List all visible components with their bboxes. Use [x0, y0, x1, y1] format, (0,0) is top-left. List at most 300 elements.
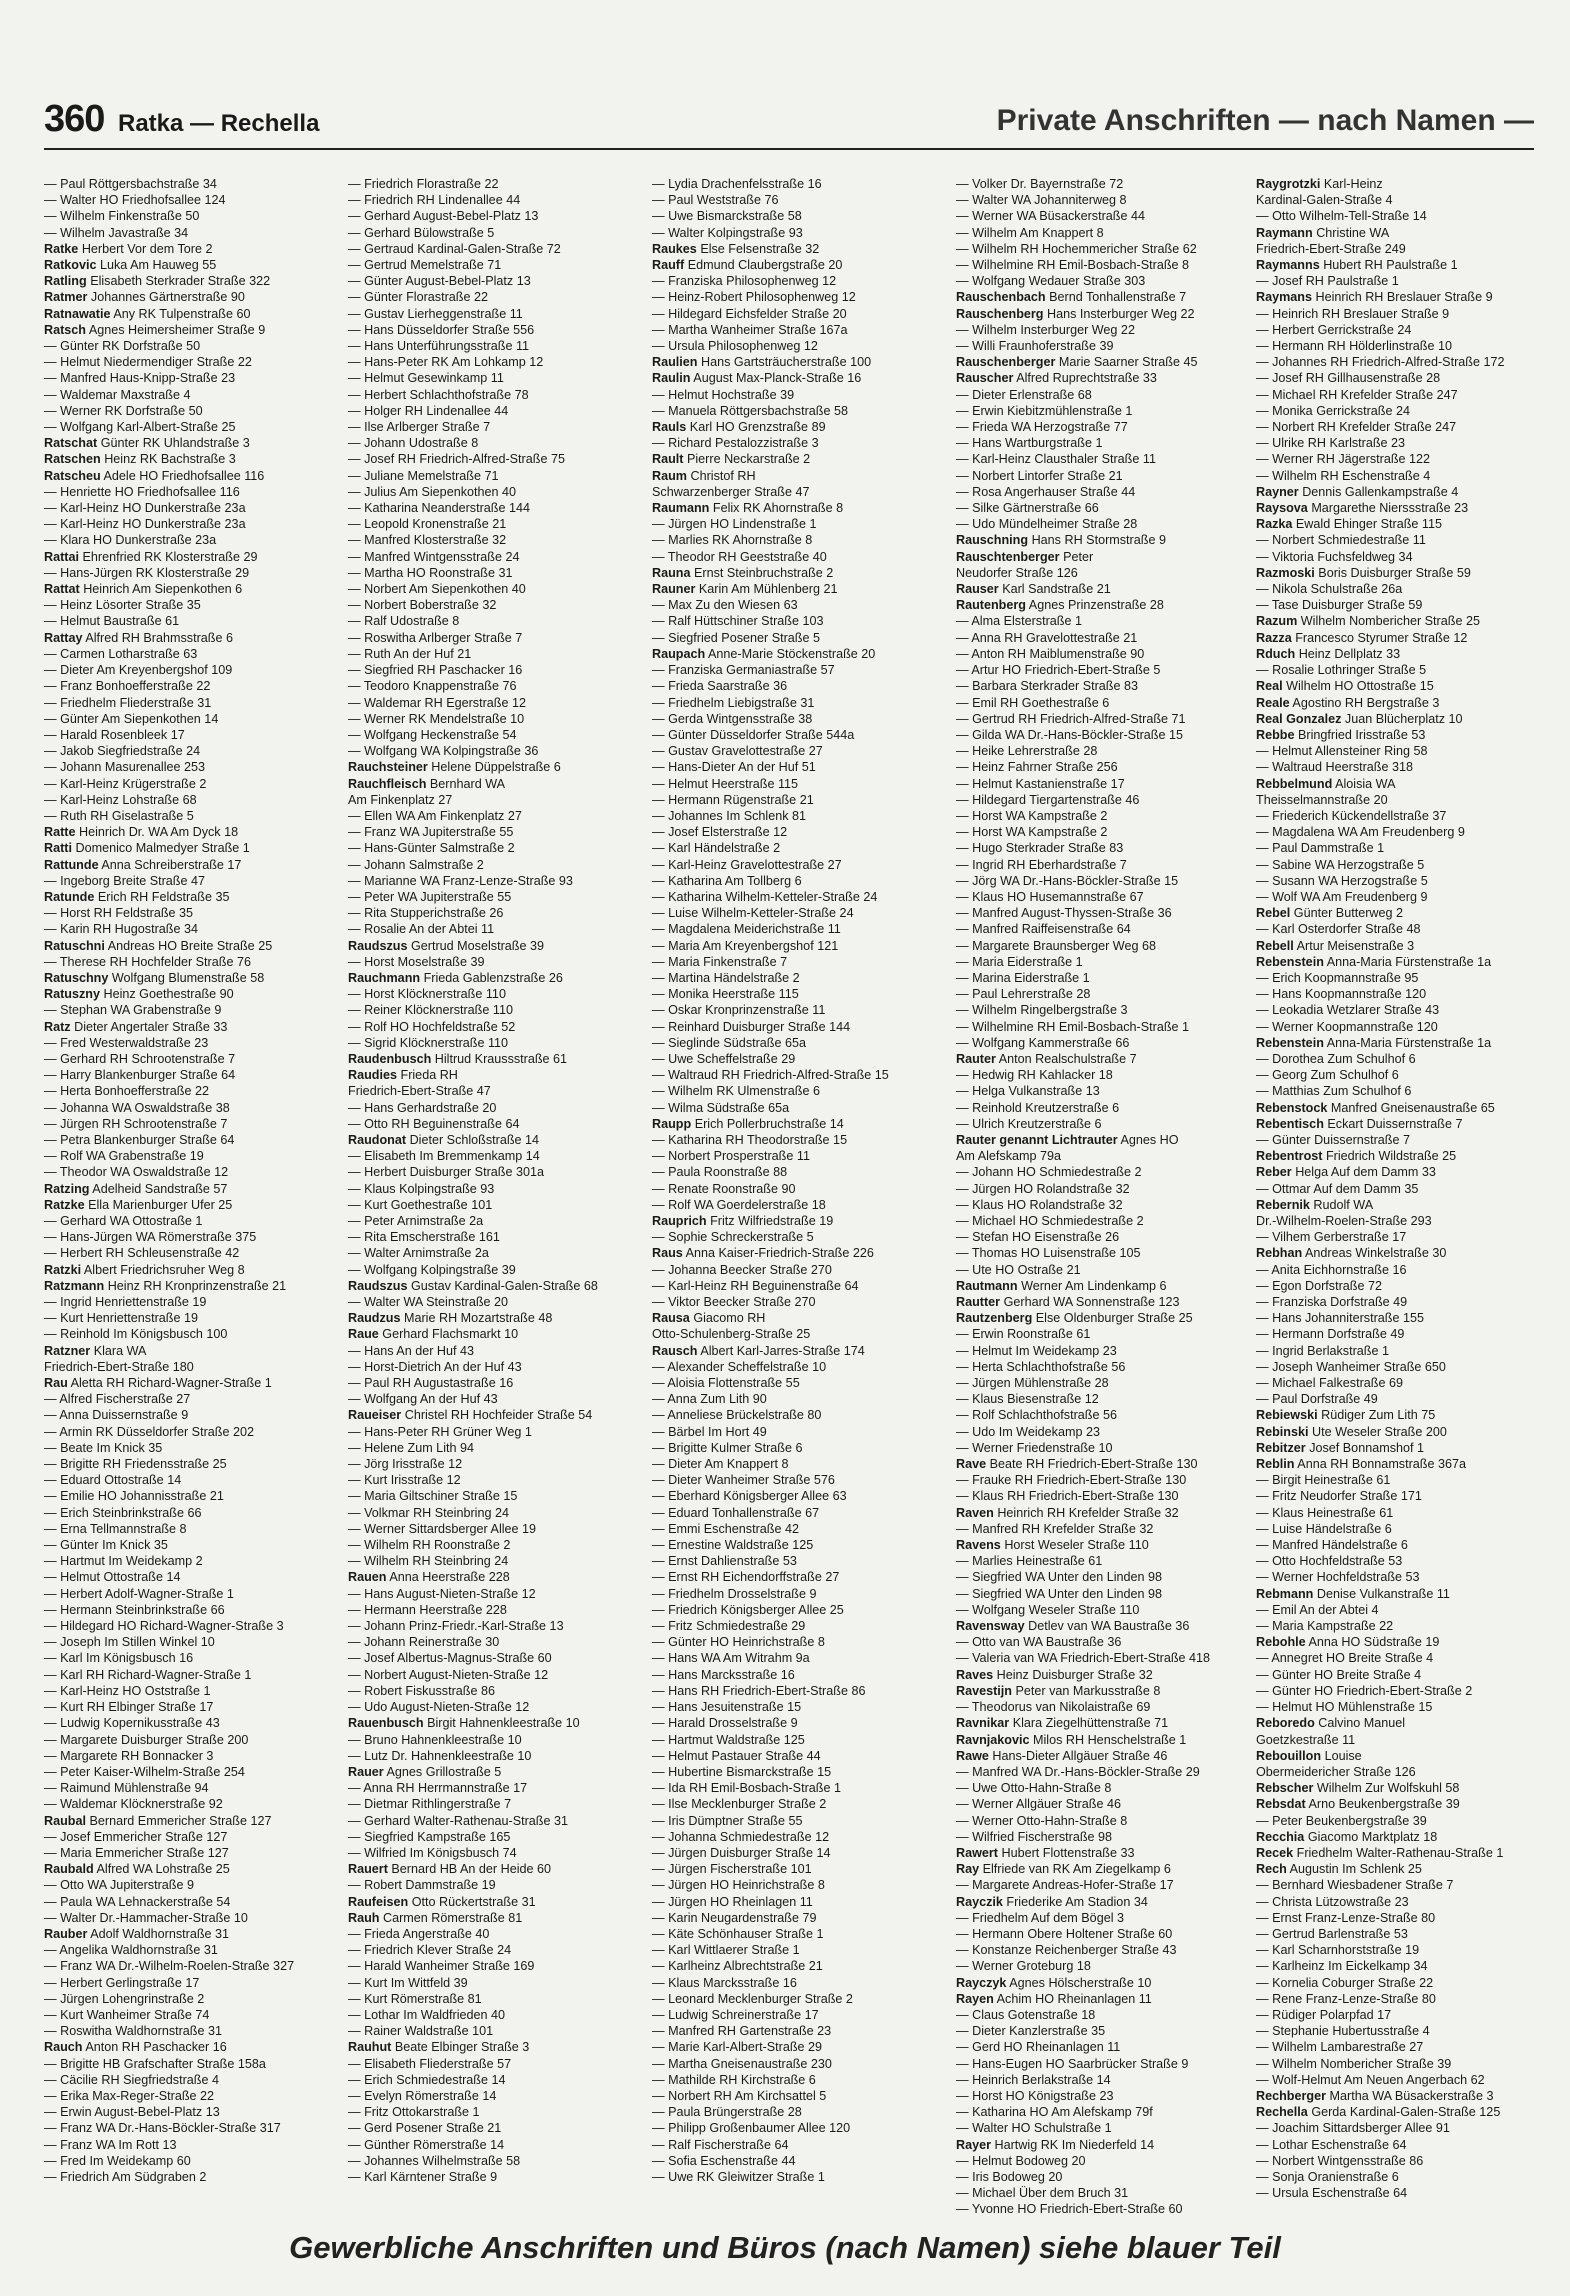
directory-entry	[1256, 1197, 1534, 1213]
entry-text: — Karl-Heinz Lohstraße 68	[44, 792, 197, 807]
entry-text: — Michael Über dem Bruch 31	[956, 2186, 1129, 2201]
directory-entry	[348, 1083, 640, 1099]
entry-text: — Erich Koopmannstraße 95	[1256, 970, 1419, 985]
directory-entry	[44, 1958, 336, 1974]
directory-entry	[348, 451, 640, 467]
entry-text: Otto-Schulenberg-Straße 25	[652, 1327, 811, 1342]
entry-text: — Jürgen HO Rolandstraße 32	[956, 1181, 1130, 1196]
directory-entry	[44, 776, 336, 792]
entry-text: — Norbert August-Nieten-Straße 12	[348, 1667, 549, 1682]
directory-entry	[348, 549, 640, 565]
directory-entry	[956, 938, 1248, 954]
entry-text: — Dieter Am Knappert 8	[652, 1457, 789, 1472]
directory-entry	[652, 1148, 944, 1164]
directory-entry	[956, 1813, 1248, 1829]
directory-entry	[44, 1472, 336, 1488]
entry-text: Helene Düppelstraße 6	[431, 760, 561, 775]
surname: Rayczyk	[956, 1975, 1007, 1990]
entry-text: Am Alefskamp 79a	[956, 1149, 1061, 1164]
directory-entry	[956, 1051, 1248, 1067]
entry-text: — Wilhelm Ringelbergstraße 3	[956, 1003, 1128, 1018]
directory-entry	[44, 743, 336, 759]
surname: Real Gonzalez	[1256, 711, 1342, 726]
directory-entry	[348, 273, 640, 289]
surname: Ratuschny	[44, 970, 109, 985]
directory-entry	[1256, 1894, 1534, 1910]
entry-text: — Kurt Henriettenstraße 19	[44, 1311, 198, 1326]
directory-entry	[956, 403, 1248, 419]
surname: Rauschtenberger	[956, 549, 1060, 564]
entry-text: — Maria Giltschiner Straße 15	[348, 1489, 518, 1504]
entry-text: — Vilhem Gerberstraße 17	[1256, 1230, 1407, 1245]
entry-text: — Thomas HO Luisenstraße 105	[956, 1246, 1141, 1261]
entry-text: — Friedrich Klever Straße 24	[348, 1943, 512, 1958]
entry-text: — Anna Zum Lith 90	[652, 1392, 767, 1407]
directory-entry	[956, 2088, 1248, 2104]
column-3	[652, 176, 944, 2186]
entry-text: — Otto RH Beguinenstraße 64	[348, 1116, 520, 1131]
directory-entry	[652, 1245, 944, 1261]
directory-entry	[1256, 1164, 1534, 1180]
directory-entry	[1256, 630, 1534, 646]
entry-text: — Manfred Raiffeisenstraße 64	[956, 922, 1131, 937]
entry-text: — Frieda Angerstraße 40	[348, 1926, 490, 1941]
directory-entry	[652, 1699, 944, 1715]
directory-entry	[1256, 1424, 1534, 1440]
directory-entry	[348, 1181, 640, 1197]
entry-text: Andreas Winkelstraße 30	[1305, 1246, 1447, 1261]
entry-text: — Kurt Wanheimer Straße 74	[44, 2007, 210, 2022]
directory-entry	[348, 792, 640, 808]
entry-text: — Horst RH Feldstraße 35	[44, 906, 194, 921]
entry-text: — Yvonne HO Friedrich-Ebert-Straße 60	[956, 2202, 1183, 2217]
directory-entry	[1256, 208, 1534, 224]
entry-text: — Jürgen RH Schrootenstraße 7	[44, 1116, 228, 1131]
entry-text: — Josef RH Friedrich-Alfred-Straße 75	[348, 452, 565, 467]
directory-entry	[348, 1100, 640, 1116]
entry-text: — Erna Tellmannstraße 8	[44, 1521, 187, 1536]
entry-text: August Max-Planck-Straße 16	[693, 371, 862, 386]
directory-entry	[652, 1650, 944, 1666]
directory-entry	[956, 1019, 1248, 1035]
entry-text: Agnes Heimersheimer Straße 9	[88, 322, 266, 337]
directory-entry	[1256, 1699, 1534, 1715]
directory-entry	[348, 1942, 640, 1958]
entry-text: — Ingrid Berlakstraße 1	[1256, 1343, 1389, 1358]
entry-text: — Ulrike RH Karlstraße 23	[1256, 436, 1406, 451]
entry-text: Anna-Maria Fürstenstraße 1a	[1326, 954, 1492, 969]
entry-text: — Martha HO Roonstraße 31	[348, 565, 513, 580]
directory-entry	[652, 1407, 944, 1423]
directory-entry	[44, 1019, 336, 1035]
directory-entry	[956, 1343, 1248, 1359]
directory-entry	[956, 1732, 1248, 1748]
entry-text: — Hermann RH Hölderlinstraße 10	[1256, 339, 1452, 354]
entry-text: Friedrich-Ebert-Straße 249	[1256, 241, 1406, 256]
directory-entry	[348, 1618, 640, 1634]
entry-text: — Paul Lehrerstraße 28	[956, 987, 1091, 1002]
directory-entry	[348, 613, 640, 629]
surname: Raudies	[348, 1068, 397, 1083]
directory-entry	[652, 2056, 944, 2072]
entry-text: — Rosa Angerhauser Straße 44	[956, 484, 1136, 499]
entry-text: Herbert Vor dem Tore 2	[81, 241, 213, 256]
directory-entry	[44, 435, 336, 451]
directory-entry	[348, 597, 640, 613]
entry-text: — Peter Arnimstraße 2a	[348, 1214, 484, 1228]
directory-entry	[652, 1569, 944, 1585]
directory-entry	[44, 419, 336, 435]
surname: Rauenbusch	[348, 1716, 424, 1731]
directory-entry	[44, 565, 336, 581]
directory-entry	[956, 970, 1248, 986]
directory-entry	[348, 1683, 640, 1699]
entry-text: — Paula WA Lehnackerstraße 54	[44, 1894, 231, 1909]
entry-text: — Ludwig Schreinerstraße 17	[652, 2007, 819, 2022]
entry-text: Günter Butterweg 2	[1293, 906, 1404, 921]
directory-entry	[652, 857, 944, 873]
directory-entry	[348, 776, 640, 792]
directory-entry	[44, 938, 336, 954]
directory-entry	[44, 1683, 336, 1699]
entry-text: — Karl-Heinz HO Dunkerstraße 23a	[44, 517, 246, 532]
surname: Rech	[1256, 1862, 1287, 1877]
entry-text: — Wolfgang Heckenstraße 54	[348, 727, 517, 742]
entry-text: — Gerhard RH Schrootenstraße 7	[44, 1051, 236, 1066]
directory-entry	[956, 1245, 1248, 1261]
directory-entry	[348, 1375, 640, 1391]
directory-entry	[348, 2088, 640, 2104]
entry-text: — Beate Im Knick 35	[44, 1440, 163, 1455]
entry-text: Elisabeth Sterkrader Straße 322	[90, 274, 271, 289]
directory-entry	[652, 338, 944, 354]
entry-text: — Wolfgang Wedauer Straße 303	[956, 274, 1146, 289]
directory-entry	[1256, 1359, 1534, 1375]
entry-text: Adolf Waldhornstraße 31	[90, 1926, 230, 1941]
entry-text: — Johanna WA Oswaldstraße 38	[44, 1100, 230, 1115]
entry-text: Hubert Flottenstraße 33	[1001, 1845, 1135, 1860]
entry-text: Klara WA	[93, 1343, 147, 1358]
directory-entry	[44, 1813, 336, 1829]
entry-text: — Waltraud RH Friedrich-Alfred-Straße 15	[652, 1068, 889, 1083]
entry-text: — Norbert RH Krefelder Straße 247	[1256, 420, 1457, 435]
entry-text: — Hildegard Eichsfelder Straße 20	[652, 306, 847, 321]
directory-entry	[44, 1132, 336, 1148]
directory-entry	[348, 257, 640, 273]
directory-entry	[44, 1116, 336, 1132]
entry-text: — Werner RK Mendelstraße 10	[348, 711, 525, 726]
entry-text: — Hermann Heerstraße 228	[348, 1602, 507, 1617]
directory-entry	[44, 1505, 336, 1521]
directory-entry	[44, 2104, 336, 2120]
surname: Rausa	[652, 1311, 690, 1326]
entry-text: Else Oldenburger Straße 25	[1035, 1311, 1193, 1326]
entry-text: — Erwin Kiebitzmühlenstraße 1	[956, 403, 1133, 418]
surname: Rault	[652, 452, 684, 467]
directory-entry	[44, 2039, 336, 2055]
entry-text: — Wilhelm Insterburger Weg 22	[956, 322, 1135, 337]
section-title: Private Anschriften — nach Namen —	[996, 104, 1534, 137]
entry-text: — Lothar Im Waldfrieden 40	[348, 2007, 506, 2022]
entry-text: — Franz WA Dr.-Hans-Böckler-Straße 317	[44, 2121, 281, 2136]
directory-entry	[1256, 306, 1534, 322]
entry-text: Ella Marienburger Ufer 25	[88, 1197, 233, 1212]
entry-text: — Anita Eichhornstraße 16	[1256, 1262, 1407, 1277]
directory-entry	[652, 2137, 944, 2153]
directory-entry	[652, 1424, 944, 1440]
entry-text: — Rolf WA Grabenstraße 19	[44, 1149, 204, 1164]
column-4	[956, 176, 1248, 2217]
entry-text: — Manfred Haus-Knipp-Straße 23	[44, 371, 236, 386]
entry-text: — Dorothea Zum Schulhof 6	[1256, 1051, 1416, 1066]
entry-text: — Friedrich Florastraße 22	[348, 177, 499, 191]
entry-text: Erich Pollerbruchstraße 14	[694, 1116, 844, 1131]
directory-entry	[1256, 1083, 1534, 1099]
surname: Raue	[348, 1327, 379, 1342]
directory-entry	[956, 338, 1248, 354]
entry-text: — Wilhelm Lambarestraße 27	[1256, 2040, 1424, 2055]
directory-entry	[348, 2039, 640, 2055]
directory-entry	[956, 419, 1248, 435]
directory-entry	[348, 1424, 640, 1440]
directory-entry	[956, 532, 1248, 548]
surname: Ratuschni	[44, 938, 105, 953]
directory-entry	[652, 954, 944, 970]
entry-text: — Franz Bonhoefferstraße 22	[44, 679, 211, 694]
entry-text: — Klaus Heinestraße 61	[1256, 1505, 1394, 1520]
directory-entry	[1256, 1813, 1534, 1829]
entry-text: Ewald Ehinger Straße 115	[1295, 517, 1442, 532]
directory-entry	[956, 1456, 1248, 1472]
directory-entry	[44, 2137, 336, 2153]
directory-entry	[956, 630, 1248, 646]
entry-text: — Josef RH Paulstraße 1	[1256, 274, 1399, 289]
entry-text: — Wolf-Helmut Am Neuen Angerbach 62	[1256, 2072, 1485, 2087]
entry-text: — Maria Finkenstraße 7	[652, 954, 788, 969]
entry-text: — Karl-Heinz Krügerstraße 2	[44, 776, 207, 791]
directory-entry	[348, 1553, 640, 1569]
directory-entry	[652, 257, 944, 273]
surname: Rausch	[652, 1343, 698, 1358]
entry-text: — Frieda WA Herzogstraße 77	[956, 420, 1128, 435]
entry-text: — Rainer Waldstraße 101	[348, 2024, 494, 2039]
entry-text: — Dietmar Rithlingerstraße 7	[348, 1797, 512, 1812]
directory-entry	[348, 1456, 640, 1472]
directory-entry	[956, 1910, 1248, 1926]
directory-entry	[348, 403, 640, 419]
entry-text: — Friedhelm Auf dem Bögel 3	[956, 1910, 1124, 1925]
entry-text: — Karl Osterdorfer Straße 48	[1256, 922, 1421, 937]
entry-text: — Klaus Marcksstraße 16	[652, 1975, 797, 1990]
entry-text: — Theodorus van Nikolaistraße 69	[956, 1700, 1151, 1715]
directory-entry	[44, 1942, 336, 1958]
surname: Raulien	[652, 355, 698, 370]
directory-entry	[44, 1440, 336, 1456]
surname: Raukes	[652, 241, 697, 256]
directory-entry	[652, 2039, 944, 2055]
directory-entry	[44, 1488, 336, 1504]
directory-entry	[44, 1553, 336, 1569]
surname: Reale	[1256, 695, 1290, 710]
directory-entry	[652, 1262, 944, 1278]
surname: Raulin	[652, 371, 691, 386]
entry-text: Klara Ziegelhüttenstraße 71	[1012, 1716, 1169, 1731]
directory-entry	[348, 2153, 640, 2169]
directory-entry	[348, 1326, 640, 1342]
entry-text: Friedrich-Ebert-Straße 47	[348, 1084, 491, 1099]
entry-text: Bringfried Irisstraße 53	[1298, 727, 1426, 742]
entry-text: — Ursula Philosophenweg 12	[652, 339, 818, 354]
entry-text: — Klaus HO Husemannstraße 67	[956, 889, 1144, 904]
entry-text: Heinz Dellplatz 33	[1298, 646, 1401, 661]
directory-entry	[956, 208, 1248, 224]
entry-text: — Johann Prinz-Friedr.-Karl-Straße 13	[348, 1619, 564, 1634]
directory-entry	[1256, 1051, 1534, 1067]
entry-text: — Iris Bodoweg 20	[956, 2169, 1063, 2184]
entry-text: — Uwe Scheffelstraße 29	[652, 1051, 796, 1066]
entry-text: — Karl-Heinz HO Oststraße 1	[44, 1683, 211, 1698]
entry-text: — Lydia Drachenfelsstraße 16	[652, 177, 822, 191]
entry-text: — Wilfried Im Königsbusch 74	[348, 1845, 517, 1860]
entry-text: — Franziska Germaniastraße 57	[652, 663, 835, 678]
surname: Rattay	[44, 630, 83, 645]
directory-entry	[956, 1100, 1248, 1116]
directory-entry	[348, 1715, 640, 1731]
directory-entry	[956, 1796, 1248, 1812]
surname: Raudzus	[348, 1311, 401, 1326]
entry-text: Juan Blücherplatz 10	[1344, 711, 1463, 726]
directory-entry	[956, 2153, 1248, 2169]
entry-text: Neudorfer Straße 126	[956, 565, 1078, 580]
entry-text: Beate Elbinger Straße 3	[394, 2040, 530, 2055]
entry-text: Hiltrud Kraussstraße 61	[434, 1051, 568, 1066]
directory-entry	[348, 1019, 640, 1035]
entry-text: — Katharina RH Theodorstraße 15	[652, 1132, 848, 1147]
directory-entry	[652, 289, 944, 305]
surname: Rauscher	[956, 371, 1014, 386]
directory-entry	[956, 1164, 1248, 1180]
entry-text: — Anna Duissernstraße 9	[44, 1408, 189, 1423]
entry-text: — Karin RH Hugostraße 34	[44, 922, 198, 937]
directory-entry	[44, 695, 336, 711]
surname: Ratzner	[44, 1343, 91, 1358]
entry-text: — Leonard Mecklenburger Straße 2	[652, 1991, 853, 2006]
directory-entry	[44, 581, 336, 597]
directory-entry	[652, 2072, 944, 2088]
directory-entry	[956, 986, 1248, 1002]
directory-entry	[348, 241, 640, 257]
entry-text: — Heinz-Robert Philosophenweg 12	[652, 290, 856, 305]
entry-text: — Eberhard Königsberger Allee 63	[652, 1489, 847, 1504]
entry-text: Kardinal-Galen-Straße 4	[1256, 193, 1393, 208]
directory-entry	[44, 1894, 336, 1910]
directory-entry	[956, 2007, 1248, 2023]
directory-entry	[348, 500, 640, 516]
surname: Raubal	[44, 1813, 86, 1828]
directory-entry	[1256, 2039, 1534, 2055]
entry-text: — Ludwig Kopernikusstraße 43	[44, 1716, 220, 1731]
surname: Raudszus	[348, 938, 408, 953]
directory-entry	[348, 1067, 640, 1083]
directory-entry	[956, 662, 1248, 678]
directory-entry	[652, 1910, 944, 1926]
directory-entry	[348, 1764, 640, 1780]
directory-entry	[1256, 727, 1534, 743]
directory-entry	[956, 451, 1248, 467]
entry-text: — Hans WA Am Witrahm 9a	[652, 1651, 810, 1666]
entry-text: — Magdalena Meiderichstraße 11	[652, 922, 841, 937]
entry-text: — Karl Scharnhorststraße 19	[1256, 1943, 1420, 1958]
entry-text: — Paul Weststraße 76	[652, 193, 779, 208]
directory-entry	[44, 1067, 336, 1083]
directory-entry	[652, 225, 944, 241]
directory-entry	[44, 1051, 336, 1067]
entry-text: — Rolf HO Hochfeldstraße 52	[348, 1019, 516, 1034]
entry-text: — Hans Unterführungsstraße 11	[348, 339, 530, 354]
directory-entry	[1256, 1262, 1534, 1278]
directory-entry	[348, 289, 640, 305]
entry-text: — Hans Johanniterstraße 155	[1256, 1311, 1425, 1326]
directory-entry	[652, 403, 944, 419]
entry-text: — Paula Brüngerstraße 28	[652, 2105, 802, 2120]
entry-text: — Harald Drosselstraße 9	[652, 1716, 798, 1731]
directory-entry	[652, 646, 944, 662]
directory-entry	[44, 678, 336, 694]
entry-text: — Margarete Duisburger Straße 200	[44, 1732, 249, 1747]
entry-text: — Franz WA Jupiterstraße 55	[348, 825, 514, 840]
entry-text: Bernhard WA	[429, 776, 506, 791]
surname: Rayen	[956, 1991, 994, 2006]
directory-entry	[956, 1440, 1248, 1456]
entry-text: — Paul Dammstraße 1	[1256, 841, 1385, 856]
directory-entry	[348, 2169, 640, 2185]
directory-entry	[956, 1699, 1248, 1715]
entry-text: Hans-Dieter Allgäuer Straße 46	[992, 1748, 1168, 1763]
entry-text: — Karlheinz Albrechtstraße 21	[652, 1959, 823, 1974]
directory-entry	[652, 727, 944, 743]
entry-text: — Siegfried WA Unter den Linden 98	[956, 1570, 1163, 1585]
directory-entry	[44, 1829, 336, 1845]
directory-entry	[44, 1197, 336, 1213]
directory-entry	[956, 225, 1248, 241]
directory-entry	[1256, 2169, 1534, 2185]
entry-text: — Katharina Neanderstraße 144	[348, 501, 531, 516]
entry-text: Dieter Angertaler Straße 33	[74, 1019, 228, 1034]
directory-entry	[652, 1521, 944, 1537]
entry-text: — Jürgen Duisburger Straße 14	[652, 1845, 831, 1860]
entry-text: — Uwe RK Gleiwitzer Straße 1	[652, 2169, 825, 2184]
entry-text: — Michael Falkestraße 69	[1256, 1376, 1403, 1391]
entry-text: Boris Duisburger Straße 59	[1318, 565, 1471, 580]
entry-text: — Gertrud Barlenstraße 53	[1256, 1926, 1408, 1941]
directory-entry	[956, 695, 1248, 711]
entry-text: Eckart Duissernstraße 7	[1327, 1116, 1463, 1131]
entry-text: — Raimund Mühlenstraße 94	[44, 1781, 209, 1796]
surname: Rauschning	[956, 533, 1029, 548]
directory-entry	[44, 1796, 336, 1812]
directory-entry	[44, 208, 336, 224]
directory-entry	[956, 1407, 1248, 1423]
directory-entry	[44, 338, 336, 354]
surname: Rautzenberg	[956, 1311, 1033, 1326]
directory-entry	[956, 678, 1248, 694]
directory-entry	[348, 1958, 640, 1974]
surname: Rechella	[1256, 2105, 1308, 2120]
directory-entry	[1256, 986, 1534, 1002]
directory-entry	[652, 435, 944, 451]
entry-text: — Joachim Sittardsberger Allee 91	[1256, 2121, 1450, 2136]
entry-text: — Karl-Heinz Clausthaler Straße 11	[956, 452, 1156, 467]
